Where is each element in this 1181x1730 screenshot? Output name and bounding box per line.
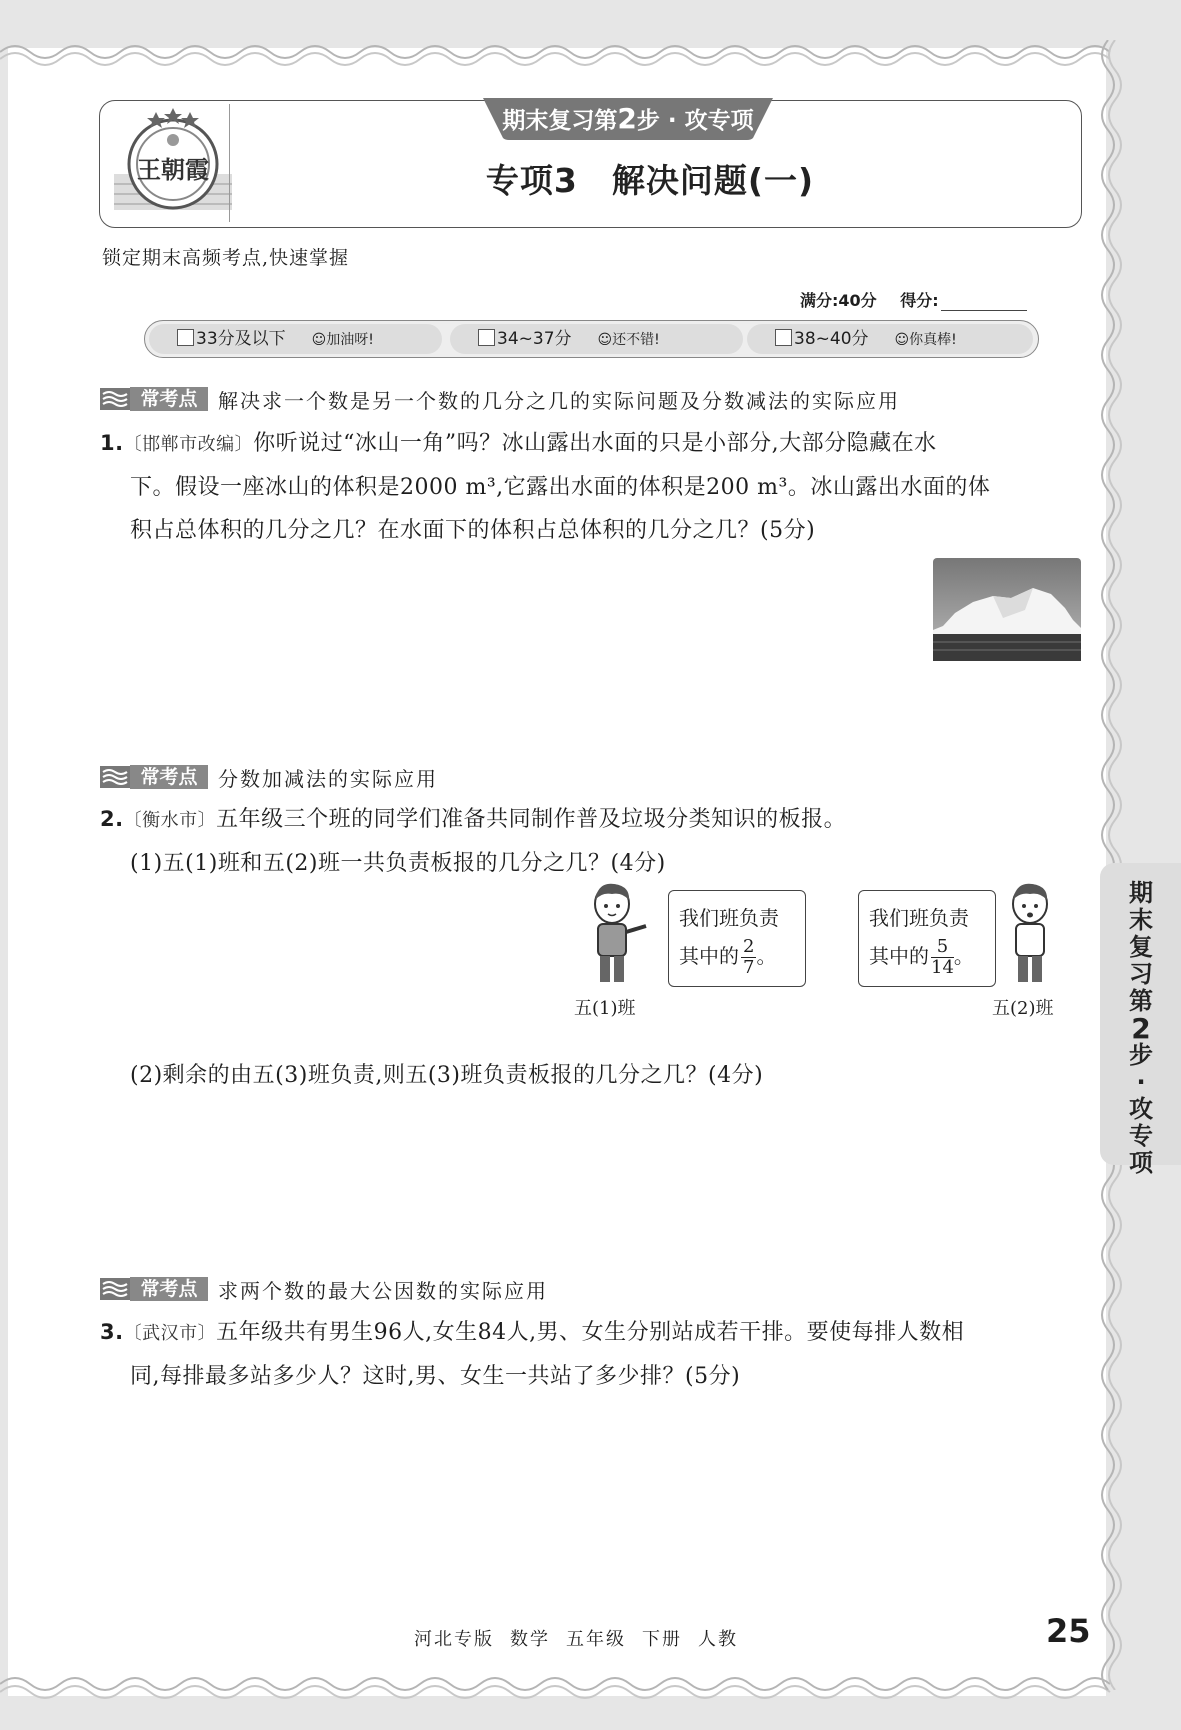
checkbox[interactable] — [478, 329, 495, 346]
smiley-icon: ☺ — [894, 332, 910, 348]
header-separator — [229, 104, 230, 222]
smiley-icon: ☺ — [597, 332, 613, 348]
page-number: 25 — [1046, 1612, 1091, 1650]
logo-text: 王朝霞 — [137, 155, 209, 184]
level-item[interactable]: 33分及以下 ☺加油呀! — [149, 324, 442, 354]
fraction: $\frac{5}{14}$ — [931, 936, 954, 978]
checkbox[interactable] — [177, 329, 194, 346]
class-label-2: 五(2)班 — [992, 998, 1054, 1019]
wave-lines-icon — [100, 766, 130, 788]
smiley-icon: ☺ — [311, 332, 327, 348]
subtitle: 锁定期末高频考点,快速掌握 — [102, 247, 350, 269]
score-line — [800, 288, 1027, 311]
boy-1-illustration — [584, 880, 654, 988]
score-level-bar — [144, 320, 1039, 358]
checkbox[interactable] — [775, 329, 792, 346]
wave-lines-icon — [100, 388, 130, 410]
topic-text: 求两个数的最大公因数的实际应用 — [218, 1279, 548, 1303]
question-1: 1.〔邯郸市改编〕你听说过“冰山一角”吗？冰山露出水面的只是小部分,大部分隐藏在水 下。假设一座冰山的体积是2000 m³,它露出水面的体积是200 m³。冰山露出水面的体 积占总体积的几分之几？在水面下的体积占总体积的几分之几？(5分) — [100, 431, 991, 543]
question-3: 3.〔武汉市〕五年级共有男生96人,女生84人,男、女生分别站成若干排。要使每排人数相 同,每排最多站多少人？这时,男、女生一共站了多少排？(5分) — [100, 1320, 965, 1389]
header-tab-label: 期末复习第2步 · 攻专项 — [502, 102, 754, 135]
got-score-label: 得分: — [900, 291, 939, 310]
level-item[interactable]: 38~40分 ☺你真棒! — [747, 324, 1033, 354]
page-title: 专项3 解决问题(一) — [485, 161, 815, 200]
sub-question-1: (1)五(1)班和五(2)班一共负责板报的几分之几？(4分) — [130, 851, 666, 876]
wave-lines-icon — [100, 1278, 130, 1300]
top-wavy-border — [0, 32, 1181, 72]
cheer-label: ☺还不错! — [597, 332, 660, 348]
class-label-1: 五(1)班 — [574, 998, 636, 1019]
topic-text: 分数加减法的实际应用 — [218, 767, 438, 791]
sub-question-2: (2)剩余的由五(3)班负责,则五(3)班负责板报的几分之几？(4分) — [130, 1063, 764, 1088]
page: 王朝霞 期末复习第2步 · 攻专项 专项3 解决问题(一) 锁定期末高频考点,快速掌握 满分:40分 得分: 33分及以下 ☺加油呀! 34~37分 ☺还不错! 38~40分 ☺你真棒! 常考点 解决求一个数是另一个数的几分之几的实际问题及分数减法的实际应用 1.〔邯郸市改编〕你听说过“冰山一角”吗？冰山露出水面的只是小部分,大部分隐藏在水 下。假设一座冰山的体积是2000 m³,它露出水面的体积是200 m³。冰山露出水面的体 积占总体积的几分之几？在水面下的体积占总体积的几分之几？(5分) 常考点 分数加减法的实际应用 2.〔衡水市〕五年级三个班的同学们准备共同制作普及垃圾分类知识的板报。 (1)五(1)班和五(2)班一共负责板报的几分之几？(4分) 我们班负责 其中的 $\frac{2}{7}$ 。 五(1)班 我们班负责 其中的 $\frac{5}{14}$ 。 五(2)班 (2)剩余的由五(3)班负责,则五(3)班负责板报的几分之几？(4分) 常考点 求两个数的最大公因数的实际应用 3.〔武汉市〕五年级共有男生96人,女生84人,男、女生分别站成若干排。要使每排人数相 同,每排最多站多少人？这时,男、女生一共站了多少排？(5分) 期 末 复 习 第 2 步 · 攻 专 项 河北专版 数学 五年级 下册 人教 25 — [0, 0, 1181, 1730]
question-2-part-2 — [100, 1054, 1080, 1097]
boy-2-illustration — [1000, 880, 1060, 988]
cheer-label: ☺加油呀! — [311, 332, 374, 348]
side-chapter-label: 期 末 复 习 第 2 步 · 攻 专 项 — [1129, 879, 1153, 1177]
speech-bubble-2: 我们班负责 其中的 $\frac{5}{14}$ 。 — [858, 890, 996, 987]
score-blank[interactable] — [941, 294, 1027, 311]
iceberg-photo — [933, 558, 1081, 661]
fraction: $\frac{2}{7}$ — [743, 936, 755, 978]
question-2: 2.〔衡水市〕五年级三个班的同学们准备共同制作普及垃圾分类知识的板报。 (1)五(1)班和五(2)班一共负责板报的几分之几？(4分) — [100, 798, 1080, 885]
footer-info: 河北专版 数学 五年级 下册 人教 — [414, 1629, 738, 1650]
topic-text: 解决求一个数是另一个数的几分之几的实际问题及分数减法的实际应用 — [218, 389, 900, 413]
level-item[interactable]: 34~37分 ☺还不错! — [450, 324, 743, 354]
cheer-label: ☺你真棒! — [894, 332, 957, 348]
speech-bubble-1: 我们班负责 其中的 $\frac{2}{7}$ 。 — [668, 890, 806, 987]
full-score-label: 满分:40分 — [800, 291, 877, 310]
bottom-wavy-border — [0, 1672, 1181, 1712]
